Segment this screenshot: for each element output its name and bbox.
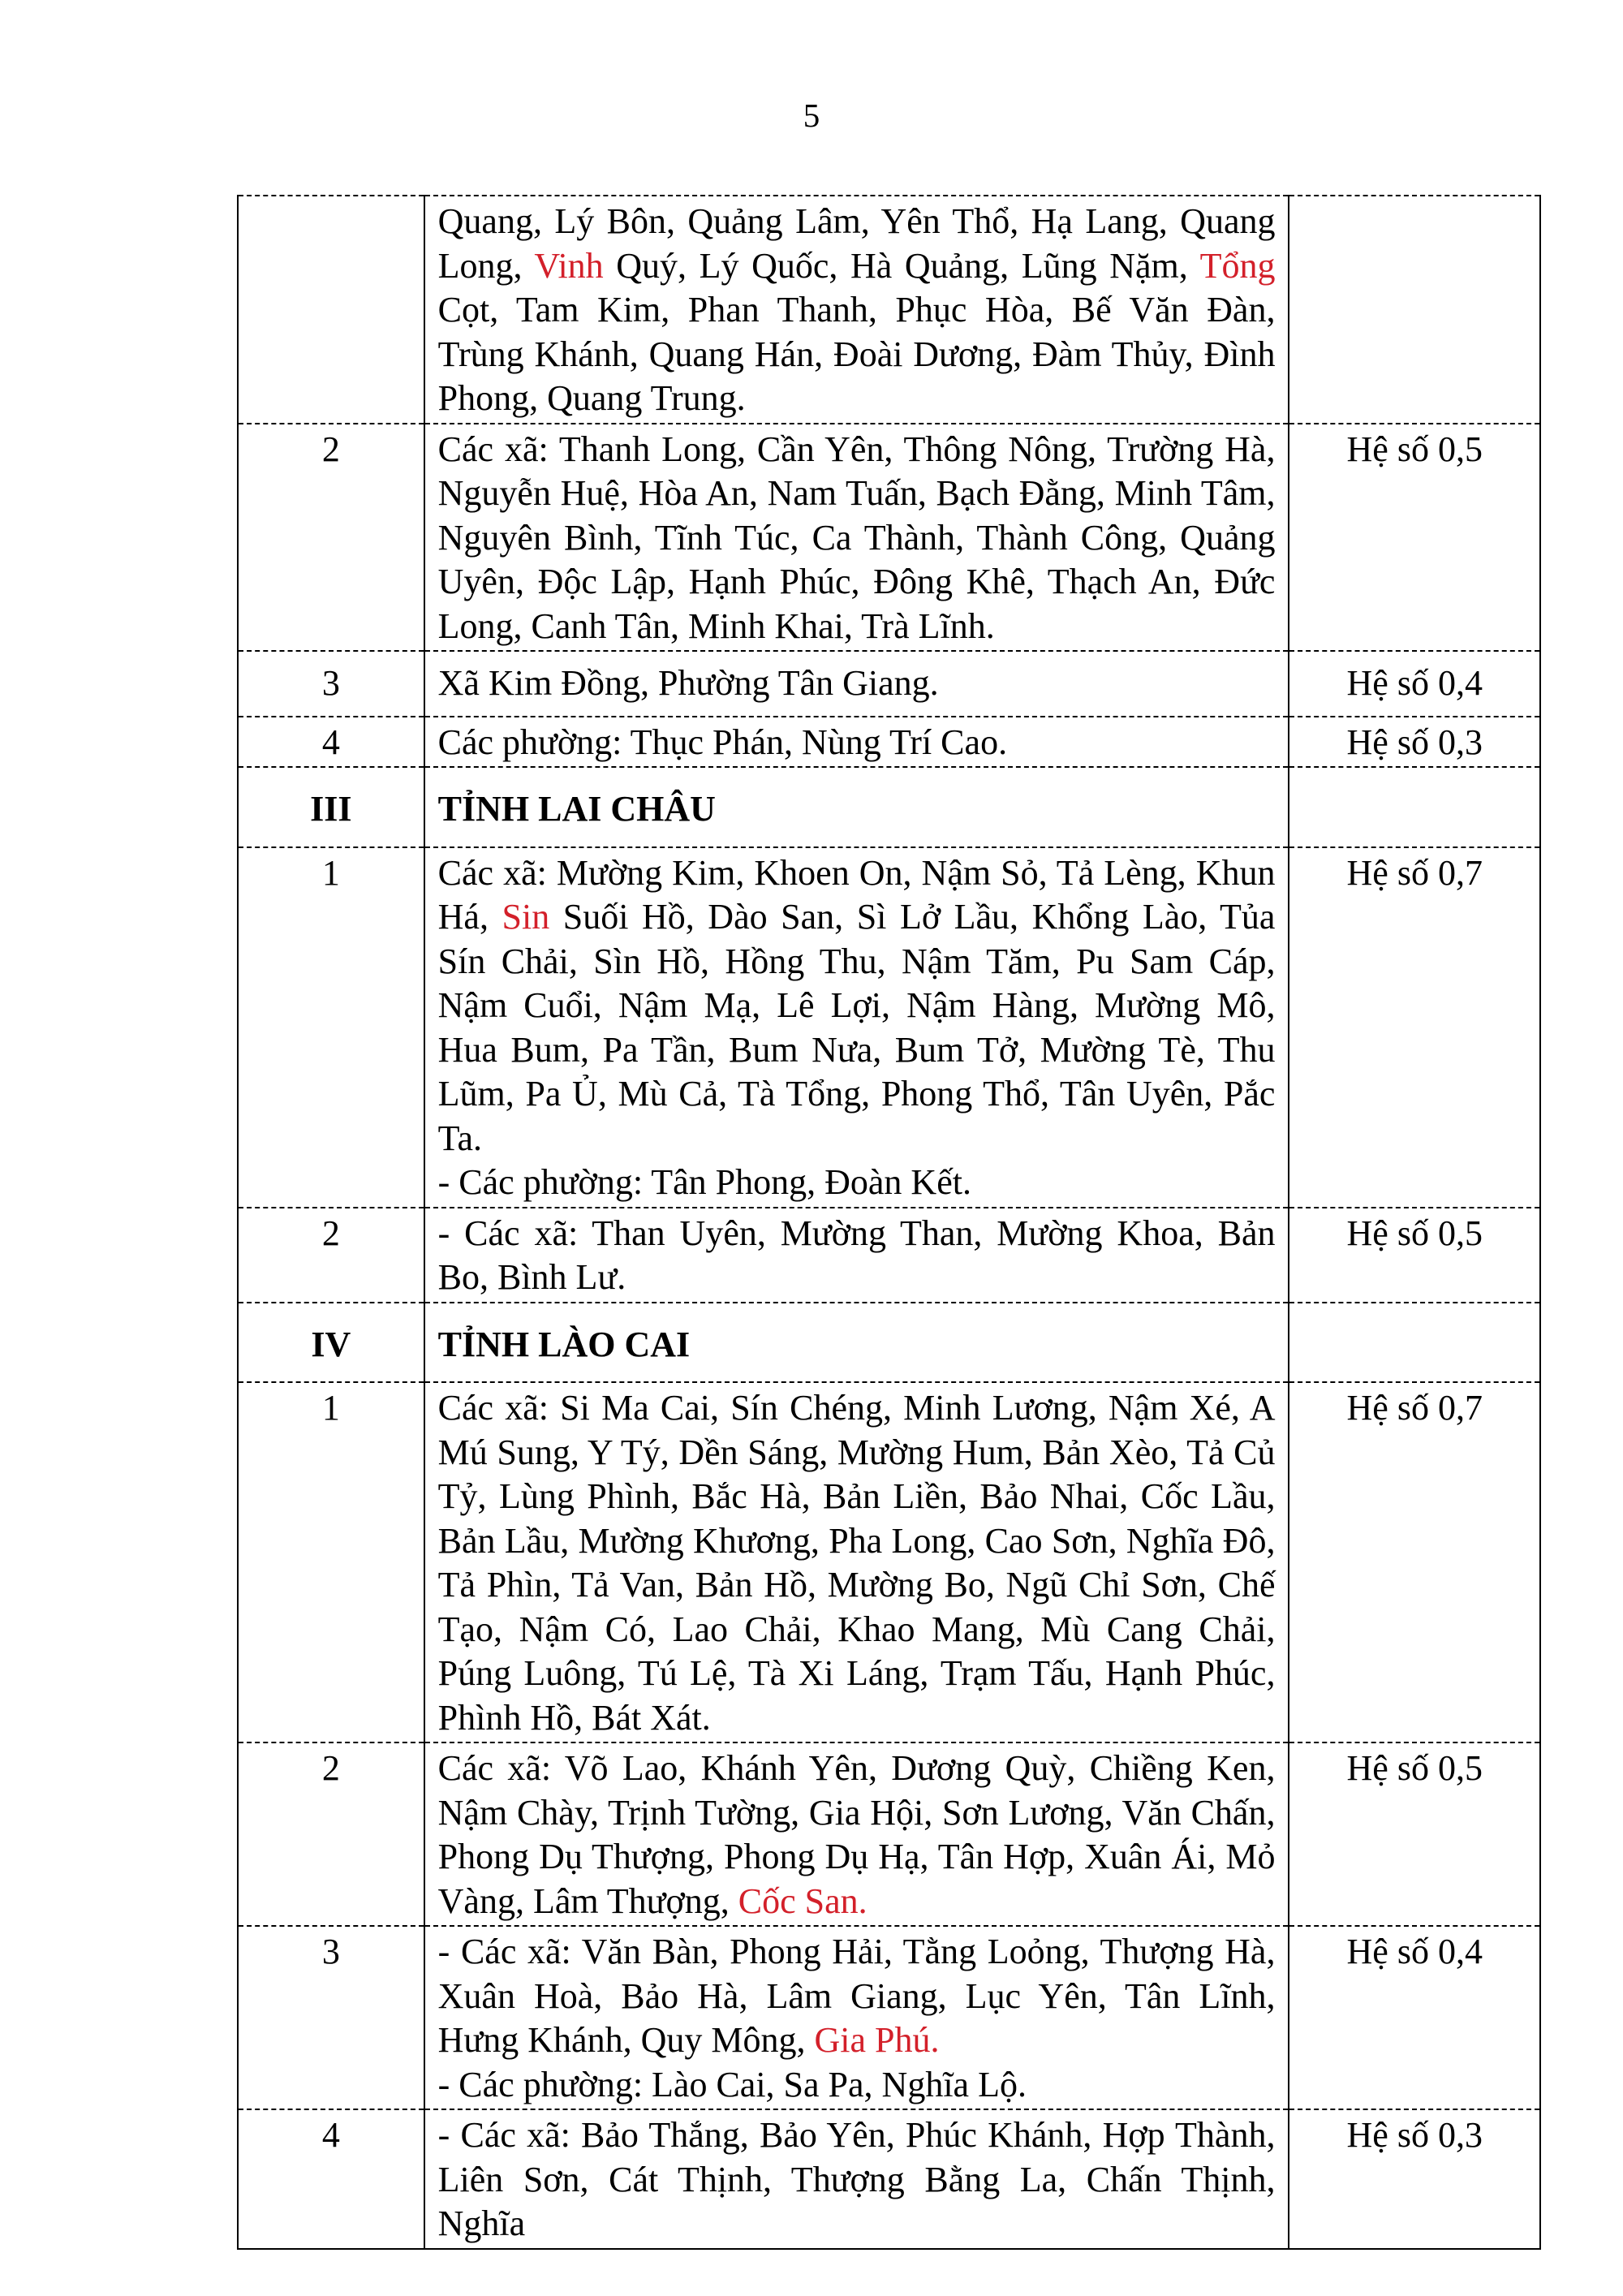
area-list-cell (424, 847, 1289, 1208)
table-row (238, 196, 1540, 424)
coefficient-cell: Hệ số 0,4 (1289, 651, 1540, 717)
row-number-cell: 1 (238, 1382, 424, 1742)
highlighted-text: Tổng (1199, 245, 1276, 286)
area-text: - Các xã: Than Uyên, Mường Than, Mường Khoa, Bản Bo, Bình Lư. (437, 1213, 1276, 1297)
area-list-cell (424, 651, 1289, 717)
highlighted-text: Sin (502, 897, 550, 937)
area-text: Cọt, Tam Kim, Phan Thanh, Phục Hòa, Bế Văn Đàn, Trùng Khánh, Quang Hán, Đoài Dương, Đàm Thủy, Đình Phong, Quang Trung. (437, 290, 1276, 418)
area-text: Các xã: Thanh Long, Cần Yên, Thông Nông, Trường Hà, Nguyễn Huệ, Hòa An, Nam Tuấn, Bạch Đằng, Minh Tâm, Nguyên Bình, Tĩnh Túc, Ca Thành, Thành Công, Quảng Uyên, Độc Lập, Hạnh Phúc, Đông Khê, Thạch An, Đức Long, Canh Tân, Minh Khai, Trà Lĩnh. (437, 429, 1276, 646)
coefficient-table (237, 195, 1541, 2250)
area-list-cell (424, 767, 1289, 847)
row-number-cell: III (238, 767, 424, 847)
area-text: - Các xã: Văn Bàn, Phong Hải, Tằng Loỏng, Thượng Hà, Xuân Hoà, Bảo Hà, Lâm Giang, Lục Yên, Tân Lĩnh, Hưng Khánh, Quy Mông, (437, 1932, 1276, 2060)
area-list-cell (424, 1742, 1289, 1926)
area-list-cell (424, 1208, 1289, 1303)
area-list-cell (424, 1382, 1289, 1742)
area-text: Quang, Lý Bôn, Quảng Lâm, Yên Thổ, Hạ Lang, Quang Long, (437, 201, 1276, 286)
row-number-cell: 3 (238, 651, 424, 717)
table-row (238, 651, 1540, 717)
row-number-cell: 1 (238, 847, 424, 1208)
area-text: Các phường: Thục Phán, Nùng Trí Cao. (437, 722, 1008, 762)
highlighted-text: Vinh (534, 245, 604, 286)
area-list-cell (424, 2109, 1289, 2249)
row-number-cell: 4 (238, 717, 424, 768)
area-text: Các xã: Si Ma Cai, Sín Chéng, Minh Lương, Nậm Xé, A Mú Sung, Y Tý, Dền Sáng, Mường Hum, Bản Xèo, Tả Củ Tỷ, Lùng Phình, Bắc Hà, Bản Liền, Bảo Nhai, Cốc Lầu, Bản Lầu, Mường Khương, Pha Long, Cao Sơn, Nghĩa Đô, Tả Phìn, Tả Van, Bản Hồ, Mường Bo, Ngũ Chỉ Sơn, Chế Tạo, Nậm Có, Lao Chải, Khao Mang, Mù Cang Chải, Púng Luông, Tú Lệ, Tà Xi Láng, Trạm Tấu, Hạnh Phúc, Phình Hồ, Bát Xát. (437, 1388, 1276, 1738)
coefficient-cell: Hệ số 0,7 (1289, 847, 1540, 1208)
coefficient-cell: Hệ số 0,5 (1289, 424, 1540, 652)
province-row (238, 767, 1540, 847)
coefficient-cell (1289, 1303, 1540, 1383)
area-list-cell (424, 1926, 1289, 2109)
area-text: - Các phường: Tân Phong, Đoàn Kết. (437, 1162, 971, 1202)
area-text: Suối Hồ, Dào San, Sì Lở Lầu, Khổng Lào, Tủa Sín Chải, Sìn Hồ, Hồng Thu, Nậm Tăm, Pu Sam Cáp, Nậm Cuổi, Nậm Mạ, Lê Lợi, Nậm Hàng, Mường Mô, Hua Bum, Pa Tần, Bum Nưa, Bum Tở, Mường Tè, Thu Lũm, Pa Ủ, Mù Cả, Tà Tổng, Phong Thổ, Tân Uyên, Pắc Ta. (437, 897, 1276, 1158)
area-text: - Các xã: Bảo Thắng, Bảo Yên, Phúc Khánh, Hợp Thành, Liên Sơn, Cát Thịnh, Thượng Bằng La, Chấn Thịnh, Nghĩa (437, 2115, 1276, 2243)
area-text: Các xã: Mường Kim, Khoen On, Nậm Sỏ, Tả Lèng, Khun Há, (437, 852, 1276, 937)
coefficient-cell: Hệ số 0,4 (1289, 1926, 1540, 2109)
coefficient-cell: Hệ số 0,7 (1289, 1382, 1540, 1742)
highlighted-text: Cốc San. (738, 1880, 867, 1921)
row-number-cell: 3 (238, 1926, 424, 2109)
table-body (238, 196, 1540, 2249)
area-list-cell (424, 424, 1289, 652)
row-number-cell: 2 (238, 424, 424, 652)
row-number-cell: IV (238, 1303, 424, 1383)
area-text: Quý, Lý Quốc, Hà Quảng, Lũng Nặm, (603, 245, 1200, 286)
area-text: Các xã: Võ Lao, Khánh Yên, Dương Quỳ, Chiềng Ken, Nậm Chày, Trịnh Tường, Gia Hội, Sơn Lương, Văn Chấn, Phong Dụ Thượng, Phong Dụ Hạ, Tân Hợp, Xuân Ái, Mỏ Vàng, Lâm Thượng, (437, 1748, 1276, 1921)
table-row (238, 1382, 1540, 1742)
table-row (238, 717, 1540, 768)
area-text: TỈNH LAI CHÂU (437, 789, 716, 829)
coefficient-cell: Hệ số 0,5 (1289, 1208, 1540, 1303)
row-number-cell: 2 (238, 1742, 424, 1926)
table-row (238, 424, 1540, 652)
table-row (238, 1742, 1540, 1926)
table-row (238, 2109, 1540, 2249)
table-row (238, 1926, 1540, 2109)
area-text: Xã Kim Đồng, Phường Tân Giang. (437, 663, 939, 703)
area-list-cell (424, 196, 1289, 424)
area-text: - Các phường: Lào Cai, Sa Pa, Nghĩa Lộ. (437, 2064, 1027, 2104)
table-row (238, 1208, 1540, 1303)
province-row (238, 1303, 1540, 1383)
coefficient-cell: Hệ số 0,3 (1289, 717, 1540, 768)
coefficient-cell: Hệ số 0,3 (1289, 2109, 1540, 2249)
row-number-cell: 2 (238, 1208, 424, 1303)
highlighted-text: Gia Phú. (814, 2020, 940, 2060)
area-list-cell (424, 1303, 1289, 1383)
row-number-cell: 4 (238, 2109, 424, 2249)
coefficient-cell: Hệ số 0,5 (1289, 1742, 1540, 1926)
area-text: TỈNH LÀO CAI (437, 1324, 691, 1364)
table-row (238, 847, 1540, 1208)
coefficient-cell (1289, 767, 1540, 847)
page-number: 5 (803, 97, 820, 134)
row-number-cell (238, 196, 424, 424)
coefficient-cell (1289, 196, 1540, 424)
area-list-cell (424, 717, 1289, 768)
